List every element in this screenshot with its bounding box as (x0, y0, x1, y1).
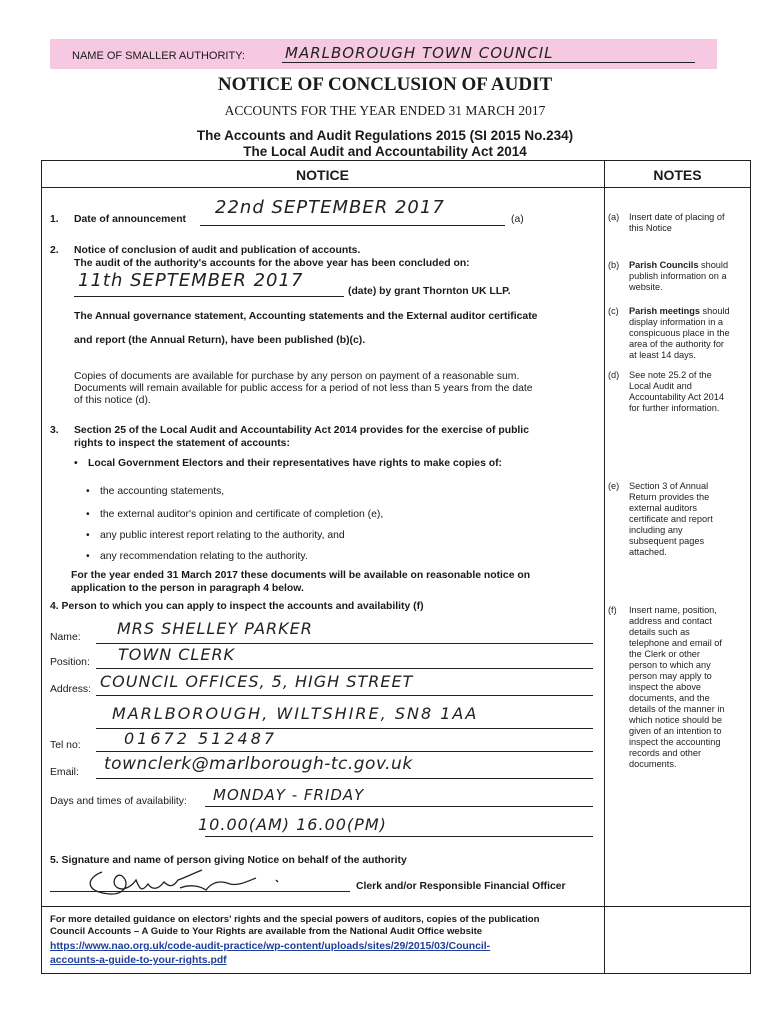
section2-underline (74, 296, 344, 297)
tel-underline (96, 751, 593, 752)
section3-number: 3. (50, 425, 59, 436)
note-b: Parish Councils should publish information on a website. (629, 260, 729, 292)
email-underline (96, 778, 593, 779)
authority-label: NAME OF SMALLER AUTHORITY: (72, 50, 245, 62)
note-b-ref: (b) (608, 260, 620, 270)
announcement-date: 22nd SEPTEMBER 2017 (215, 197, 445, 218)
section3-heading-2: rights to inspect the statement of accounts: (74, 438, 290, 449)
address-label: Address: (50, 684, 92, 695)
tel-value: 01672 512487 (124, 729, 278, 748)
times-value: 10.00(AM) 16.00(PM) (198, 815, 387, 834)
days-label: Days and times of availability: (50, 796, 187, 807)
note-e-ref: (e) (608, 481, 620, 491)
section1-underline (200, 225, 505, 226)
section4-heading: 4. Person to which you can apply to inspect the accounts and availability (f) (50, 601, 424, 612)
section2-published-1: The Annual governance statement, Accounting statements and the External auditor certificate (74, 311, 538, 322)
note-d-ref: (d) (608, 370, 620, 380)
name-label: Name: (50, 632, 81, 643)
rights-item: • any public interest report relating to the authority, and (100, 529, 345, 542)
regulations-line-2: The Local Audit and Accountability Act 2014 (243, 144, 527, 159)
notes-column-header: NOTES (653, 167, 702, 183)
nao-guide-link[interactable]: https://www.nao.org.uk/code-audit-practice/wp-content/uploads/sites/29/2015/03/Council- (50, 941, 491, 952)
page-subtitle: ACCOUNTS FOR THE YEAR ENDED 31 MARCH 2017 (224, 103, 546, 118)
section3-heading-1: Section 25 of the Local Audit and Accountability Act 2014 provides for the exercise of public (74, 425, 529, 436)
rights-item: • the accounting statements, (100, 485, 224, 498)
section2-published-2: and report (the Annual Return), have been published (b)(c). (74, 335, 366, 346)
position-underline (96, 668, 593, 669)
name-value: MRS SHELLEY PARKER (117, 619, 313, 638)
signature-scribble (80, 862, 310, 904)
address-line-1: COUNCIL OFFICES, 5, HIGH STREET (100, 672, 414, 691)
rights-item: • the external auditor's opinion and certificate of completion (e), (100, 508, 383, 521)
note-a-ref: (a) (608, 212, 620, 222)
times-underline (205, 836, 593, 837)
signatory-role: Clerk and/or Responsible Financial Officer (356, 881, 566, 892)
note-e: Section 3 of Annual Return provides the external auditors certificate and report including any subsequent pages attached. (629, 481, 713, 557)
section1-note-ref: (a) (511, 214, 524, 225)
days-underline (205, 806, 593, 807)
footer-divider (41, 906, 750, 907)
section2-copies-1: Copies of documents are available for purchase by any person on payment of a reasonable sum. (74, 371, 520, 382)
rights-item: • any recommendation relating to the authority. (100, 550, 308, 563)
nao-guide-link-continued[interactable]: accounts-a-guide-to-your-rights.pdf (50, 955, 227, 966)
email-value: townclerk@marlborough-tc.gov.uk (104, 754, 413, 774)
note-c-ref: (c) (608, 306, 619, 316)
electors-rights: • Local Government Electors and their representatives have rights to make copies of: (88, 457, 502, 470)
note-f-ref: (f) (608, 605, 617, 615)
position-label: Position: (50, 657, 90, 668)
header-divider (41, 187, 750, 188)
section3-availability-2: application to the person in paragraph 4 below. (71, 583, 304, 594)
tel-label: Tel no: (50, 740, 81, 751)
section1-number: 1. (50, 214, 59, 225)
column-divider (604, 160, 605, 974)
page-title: NOTICE OF CONCLUSION OF AUDIT (217, 74, 553, 95)
address-line-2: MARLBOROUGH, WILTSHIRE, SN8 1AA (112, 704, 479, 723)
section3-availability-1: For the year ended 31 March 2017 these documents will be available on reasonable notice on (71, 570, 531, 581)
section2-copies-2: Documents will remain available for public access for a period of not less than 5 years from the date (74, 383, 533, 394)
address-underline-1 (96, 695, 593, 696)
section2-number: 2. (50, 245, 59, 256)
section2-copies-3: of this notice (d). (74, 395, 151, 406)
audit-concluded-date: 11th SEPTEMBER 2017 (78, 270, 304, 291)
note-a: Insert date of placing of this Notice (629, 212, 725, 233)
regulations-line-1: The Accounts and Audit Regulations 2015 (SI 2015 No.234) (196, 128, 574, 143)
section2-heading: Notice of conclusion of audit and publication of accounts. (74, 245, 361, 256)
name-underline (96, 643, 593, 644)
section2-date-suffix: (date) by grant Thornton UK LLP. (348, 286, 511, 297)
position-value: TOWN CLERK (118, 645, 236, 664)
signature-underline (50, 891, 350, 892)
guidance-line-1: For more detailed guidance on electors' rights and the special powers of auditors, copies of the publication (50, 914, 540, 925)
email-label: Email: (50, 767, 79, 778)
guidance-line-2: Council Accounts – A Guide to Your Rights are available from the National Audit Office website (50, 926, 483, 937)
days-value: MONDAY - FRIDAY (213, 786, 365, 804)
section5-heading: 5. Signature and name of person giving Notice on behalf of the authority (50, 855, 407, 866)
note-d: See note 25.2 of the Local Audit and Accountability Act 2014 for further information. (629, 370, 724, 413)
note-c: Parish meetings should display information in a conspicuous place in the area of the authority for at least 14 days. (629, 306, 730, 360)
authority-underline (282, 62, 695, 63)
authority-value: MARLBOROUGH TOWN COUNCIL (285, 44, 554, 62)
notice-column-header: NOTICE (296, 167, 349, 183)
note-f: Insert name, position, address and contact details such as telephone and email of the Clerk or other person to which any person may apply to inspect the above documents, and the details of the manner in which notice should be given of an intention to inspect the accounting records and other documents. (629, 605, 725, 769)
section2-line: The audit of the authority's accounts for the above year has been concluded on: (74, 258, 470, 269)
section1-label: Date of announcement (74, 214, 186, 225)
